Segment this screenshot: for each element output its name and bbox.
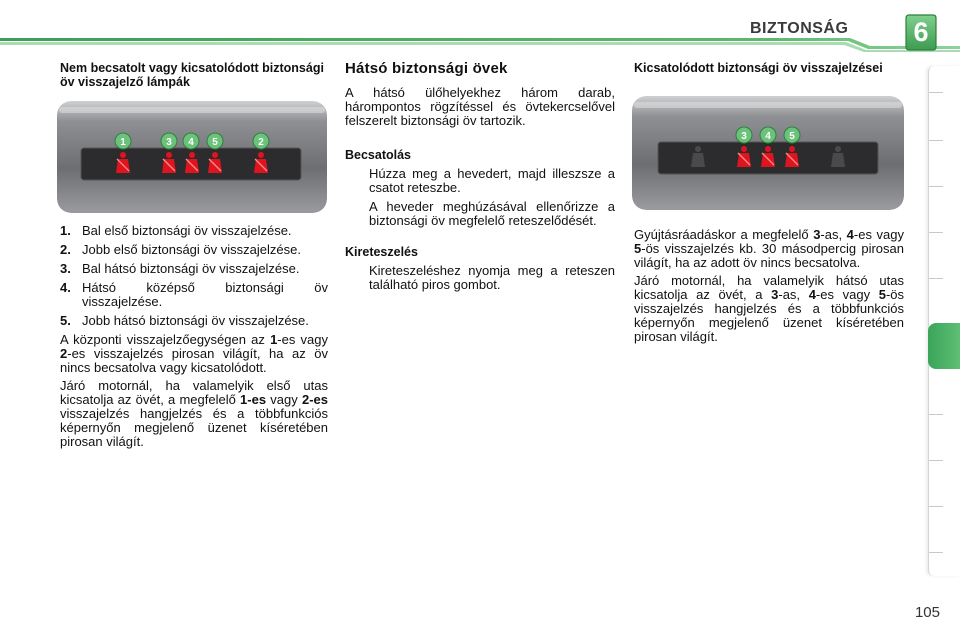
tab-divider: [929, 186, 943, 187]
middle-intro: A hátsó ülőhelyekhez három darab, hárompontos rögzítéssel és övtekercselővel felszerelt biztonsági öv tartozik.: [345, 85, 615, 128]
list-item: Húzza meg a hevedert, majd illeszsze a csatot reteszbe.: [369, 166, 615, 195]
svg-text:5: 5: [789, 131, 795, 142]
badge-2: [253, 133, 269, 149]
svg-text:5: 5: [212, 137, 218, 148]
left-paragraph-1: A központi visszajelzőegységen az 1-es vagy 2-es visszajelzés pirosan világít, ha az öv nincs becsatolva vagy kicsatolódott.: [60, 332, 328, 375]
front-seatbelt-warning-panel: [57, 101, 327, 213]
list-item: 2. Jobb első biztonsági öv visszajelzése.: [60, 242, 301, 257]
left-paragraph-2: Járó motornál, ha valamelyik első utas kicsatolja az övét, a megfelelő 1-es vagy 2-es visszajelzés hangjelzés és a többfunkciós képernyőn megjelenő üzenet kíséretében pirosan világít.: [60, 378, 328, 449]
tab-divider: [929, 92, 943, 93]
tab-divider: [929, 460, 943, 461]
rear-seatbelt-warning-panel: [632, 96, 904, 210]
svg-text:3: 3: [166, 137, 172, 148]
list-item: 3. Bal hátsó biztonsági öv visszajelzése.: [60, 261, 300, 276]
left-heading: Nem becsatolt vagy kicsatolódott biztonsági öv visszajelző lámpák: [60, 61, 324, 89]
svg-text:4: 4: [188, 137, 194, 148]
page-number: 105: [914, 604, 940, 621]
middle-heading: Hátsó biztonsági övek: [345, 60, 508, 77]
left-heading-block: [60, 62, 330, 89]
list-item: A heveder meghúzásával ellenőrizze a biztonsági öv megfelelő reteszelődését.: [369, 199, 615, 228]
tab-divider: [929, 232, 943, 233]
list-item: Kireteszeléshez nyomja meg a reteszen található piros gombot.: [369, 263, 615, 292]
section-title-becsatolas: Becsatolás: [345, 148, 412, 162]
tab-divider: [929, 414, 943, 415]
svg-text:3: 3: [741, 131, 747, 142]
tab-divider: [929, 140, 943, 141]
tab-divider: [929, 552, 943, 553]
badge-4: [183, 133, 199, 149]
badge-5: [207, 133, 223, 149]
list-item: 1. Bal első biztonsági öv visszajelzése.: [60, 223, 292, 238]
tab-divider: [929, 278, 943, 279]
left-numbered-list: [60, 224, 328, 449]
right-paragraph-2: Járó motornál, ha valamelyik hátsó utas kicsatolja az övét, a 3-as, 4-es vagy 5-ös visszajelzés hangjelzés és a többfunkciós képernyőn megjelenő üzenet kíséretében pirosan világít.: [634, 273, 904, 344]
svg-text:4: 4: [765, 131, 771, 142]
badge-1: [115, 133, 131, 149]
list-item: 5. Jobb hátsó biztonsági öv visszajelzése.: [60, 313, 309, 328]
chapter-number: 6: [913, 17, 929, 47]
badge-3: [161, 133, 177, 149]
section-title-kireteszeles: Kireteszelés: [345, 245, 418, 259]
right-heading-block: [634, 62, 904, 76]
badge-3: [736, 127, 752, 143]
badge-4: [760, 127, 776, 143]
list-item: 4. Hátsó középső biztonsági öv visszajelzése.: [60, 280, 328, 309]
right-paragraph-1: Gyújtásráadáskor a megfelelő 3-as, 4-es vagy 5-ös visszajelzés kb. 30 másodpercig pirosan világít, ha az adott öv nincs becsatolva.: [634, 227, 904, 270]
section-title: BIZTONSÁG: [750, 20, 849, 37]
chapter-tab-active[interactable]: [928, 323, 960, 369]
badge-5: [784, 127, 800, 143]
svg-text:2: 2: [258, 137, 264, 148]
right-heading: Kicsatolódott biztonsági öv visszajelzései: [634, 61, 883, 75]
middle-column: [345, 62, 615, 297]
svg-text:1: 1: [120, 137, 126, 148]
tab-divider: [929, 506, 943, 507]
chapter-tab-strip: [928, 66, 960, 576]
right-text-block: [634, 228, 904, 344]
